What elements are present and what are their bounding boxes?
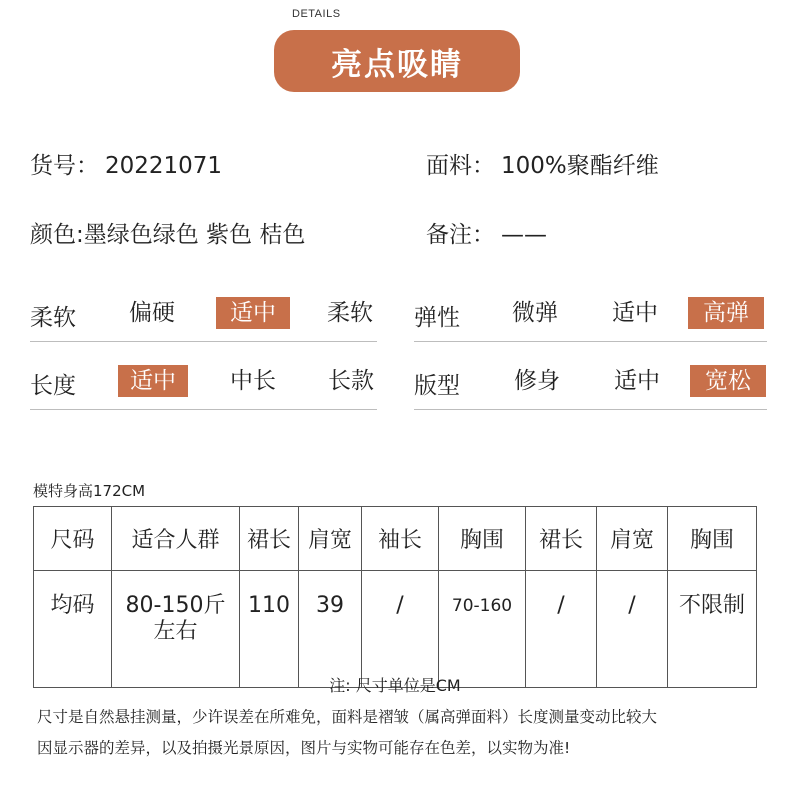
attr-softness <box>30 297 377 342</box>
table-cell-audience: 80-150斤 左右 <box>112 571 240 688</box>
attr-elasticity <box>414 297 767 342</box>
header-cell: 胸围 <box>439 507 526 571</box>
table-cell: 均码 <box>34 571 112 688</box>
color-difference-note: 因显示器的差异，以及拍摄光景原因，图片与实物可能存在色差，以实物为准! <box>37 739 571 757</box>
attr-elasticity-option-selected: 高弹 <box>688 297 764 329</box>
color-label: 颜色: <box>30 222 84 248</box>
unit-note: 注: 尺寸单位是CM <box>329 676 461 695</box>
color-info <box>30 216 305 249</box>
size-table-header <box>34 507 757 571</box>
attr-fit-option-selected: 宽松 <box>690 365 766 397</box>
header-cell: 肩宽 <box>299 507 362 571</box>
attr-softness-title: 柔软 <box>30 305 76 331</box>
header-cell: 适合人群 <box>112 507 240 571</box>
remark <box>426 216 547 249</box>
attr-softness-option-selected: 适中 <box>216 297 290 329</box>
attr-fit-option: 适中 <box>614 368 660 394</box>
header-cell: 肩宽 <box>597 507 668 571</box>
size-table <box>33 506 757 688</box>
color-value: 墨绿色绿色 紫色 桔色 <box>83 222 306 248</box>
table-cell: / <box>362 571 439 688</box>
attr-elasticity-title: 弹性 <box>414 305 460 331</box>
attr-fit-title: 版型 <box>414 373 460 399</box>
fabric <box>426 147 659 180</box>
item-number <box>30 147 222 180</box>
fabric-label: 面料： <box>426 153 495 179</box>
attr-length-option-selected: 适中 <box>118 365 188 397</box>
attr-fit <box>414 365 767 410</box>
item-number-label: 货号： <box>30 153 99 179</box>
table-row <box>34 571 757 688</box>
remark-value: —— <box>501 222 547 248</box>
table-cell: 不限制 <box>668 571 757 688</box>
model-height-note: 模特身高172CM <box>33 482 146 500</box>
attr-length <box>30 365 377 410</box>
attr-length-option: 中长 <box>230 368 276 394</box>
remark-label: 备注： <box>426 222 495 248</box>
measurement-note: 尺寸是自然悬挂测量，少许误差在所难免，面料是褶皱（属高弹面料）长度测量变动比较大 <box>37 708 658 726</box>
table-cell: 39 <box>299 571 362 688</box>
header-cell: 裙长 <box>526 507 597 571</box>
header-cell: 袖长 <box>362 507 439 571</box>
attr-elasticity-option: 适中 <box>612 300 658 326</box>
table-cell: 110 <box>240 571 299 688</box>
attr-length-title: 长度 <box>30 373 76 399</box>
attr-elasticity-option: 微弹 <box>512 300 558 326</box>
table-cell: 70-160 <box>439 571 526 688</box>
header-cell: 裙长 <box>240 507 299 571</box>
header-cell: 胸围 <box>668 507 757 571</box>
details-label: DETAILS <box>292 8 341 20</box>
attr-softness-option: 柔软 <box>327 300 373 326</box>
attr-softness-option: 偏硬 <box>129 300 175 326</box>
table-cell: / <box>597 571 668 688</box>
fabric-value: 100%聚酯纤维 <box>501 153 659 179</box>
title-banner <box>274 30 520 92</box>
attr-fit-option: 修身 <box>514 368 560 394</box>
page-title: 亮点吸睛 <box>331 46 463 83</box>
item-number-value: 20221071 <box>105 153 223 179</box>
table-cell: / <box>526 571 597 688</box>
header-cell: 尺码 <box>34 507 112 571</box>
attr-length-option: 长款 <box>328 368 374 394</box>
